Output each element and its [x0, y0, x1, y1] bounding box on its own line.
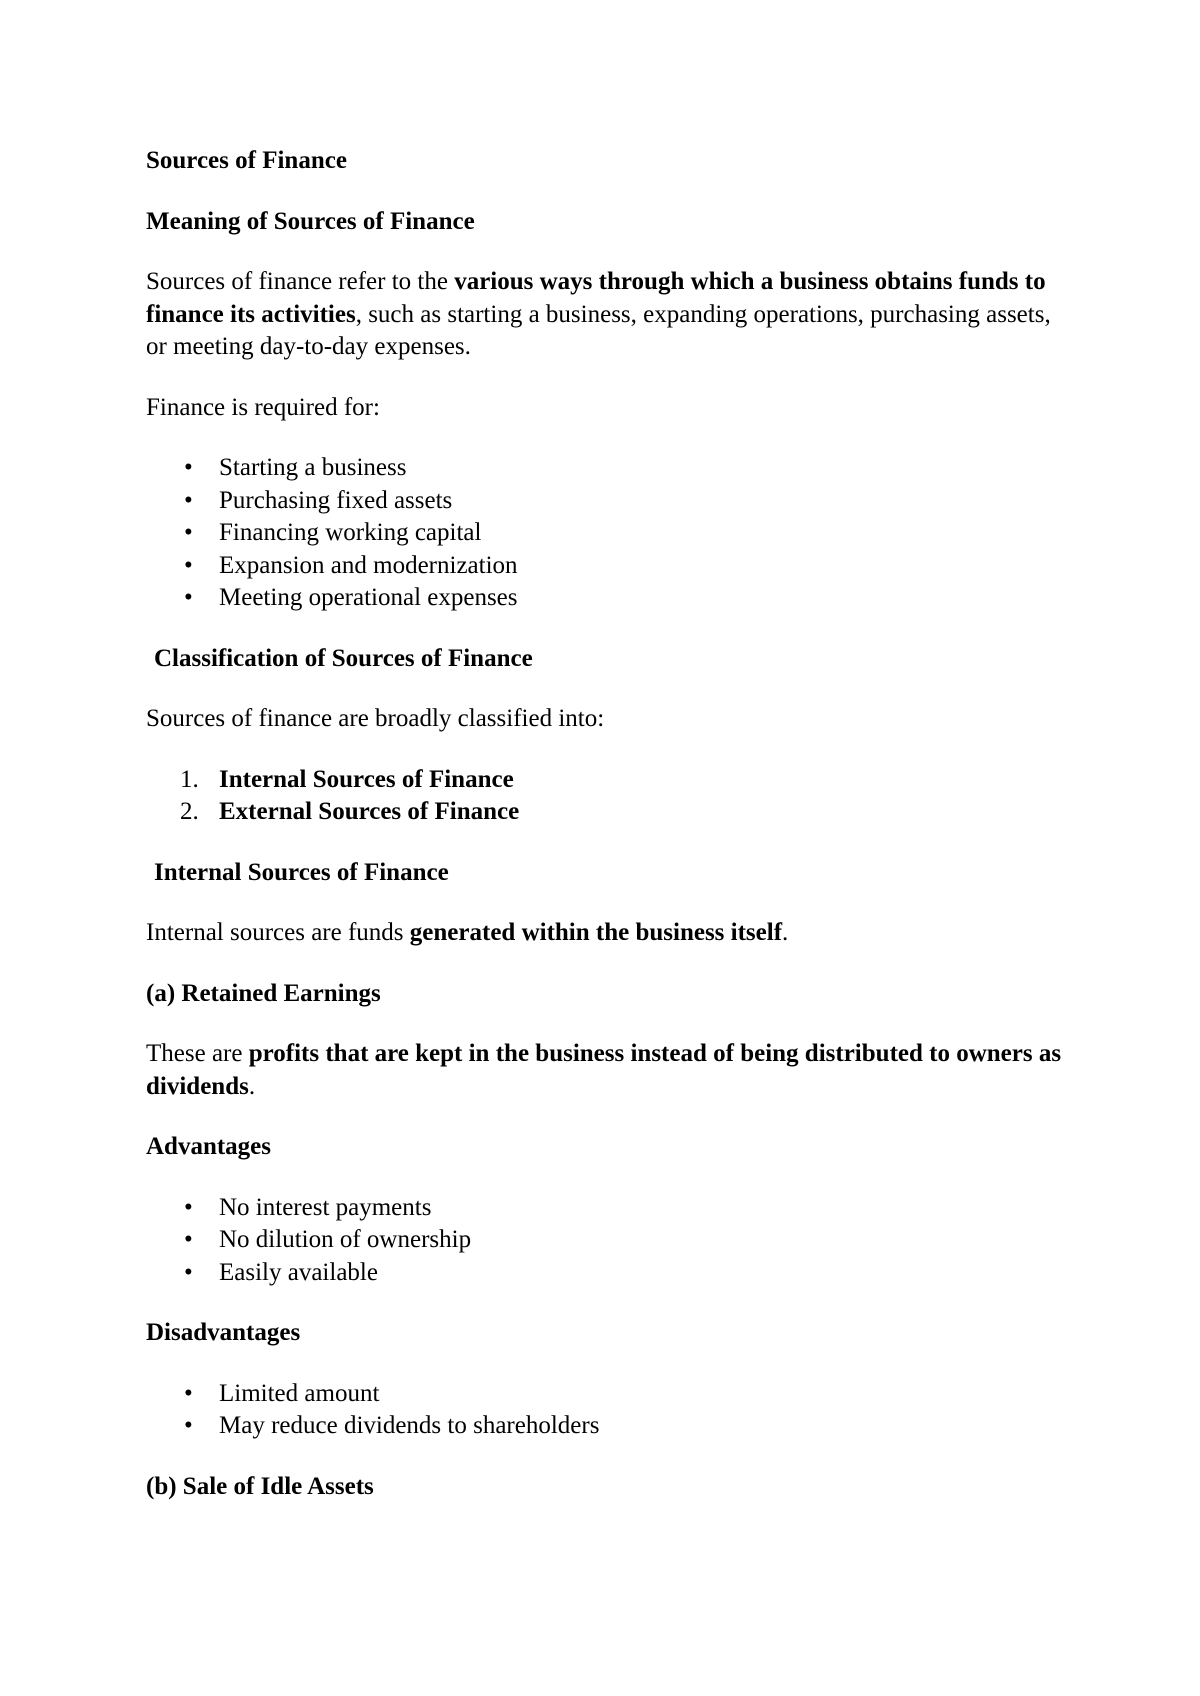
meaning-paragraph	[146, 266, 1076, 364]
classification-list	[146, 764, 1076, 829]
list-number: 1.	[180, 765, 199, 793]
list-item	[146, 452, 1076, 485]
list-item-label: Internal Sources of Finance	[219, 765, 514, 793]
retained-paragraph	[146, 1038, 1076, 1103]
bullet-icon: •	[184, 519, 193, 546]
list-item	[146, 485, 1076, 518]
list-item	[146, 1378, 1076, 1411]
document-title: Sources of Finance	[146, 147, 347, 174]
bullet-icon: •	[184, 454, 193, 481]
list-number: 2.	[180, 798, 199, 825]
bullet-icon: •	[184, 1379, 193, 1407]
internal-bold-1: generated within the business itself	[409, 919, 783, 946]
retained-text-1: These are	[146, 1040, 249, 1067]
retained-text-2: .	[248, 1072, 256, 1100]
retained-bold-1: profits that are kept in the business instead of being distributed to owners as dividends	[146, 1040, 1062, 1100]
document-body	[146, 145, 1076, 1531]
list-item-label: Easily available	[219, 1258, 378, 1286]
bullet-icon: •	[184, 1226, 193, 1253]
internal-text-2: .	[782, 919, 789, 946]
list-item	[146, 1192, 1076, 1225]
classification-heading: Classification of Sources of Finance	[154, 644, 533, 672]
bullet-icon: •	[184, 1193, 193, 1221]
list-item-label: Starting a business	[219, 454, 407, 481]
list-item-label: Meeting operational expenses	[219, 584, 518, 611]
idle-assets-heading: (b) Sale of Idle Assets	[146, 1472, 374, 1500]
list-item-label: Expansion and modernization	[219, 551, 518, 579]
list-item-label: No dilution of ownership	[219, 1226, 472, 1253]
list-item-label: Financing working capital	[219, 519, 482, 546]
bullet-icon: •	[184, 551, 193, 579]
advantages-heading: Advantages	[146, 1133, 272, 1160]
list-item-label: Purchasing fixed assets	[219, 486, 453, 514]
list-item-label: External Sources of Finance	[219, 798, 520, 825]
meaning-text-1: Sources of finance refer to the	[146, 268, 455, 295]
meaning-bold-1: various ways through which a business obtains funds to finance its activities	[146, 268, 1046, 328]
list-item-label: May reduce dividends to shareholders	[219, 1412, 600, 1439]
meaning-text-2: , such as starting a business, expanding operations, purchasing assets, or meeting day-to-day expenses.	[146, 300, 1051, 360]
internal-heading: Internal Sources of Finance	[154, 858, 449, 886]
disadvantages-heading: Disadvantages	[146, 1319, 301, 1346]
required-list	[146, 452, 1076, 615]
list-item	[146, 796, 1076, 829]
list-item	[146, 1410, 1076, 1443]
list-item	[146, 550, 1076, 583]
list-item-label: No interest payments	[219, 1193, 432, 1221]
bullet-icon: •	[184, 1258, 193, 1286]
bullet-icon: •	[184, 584, 193, 611]
disadvantages-list	[146, 1378, 1076, 1443]
list-item	[146, 764, 1076, 797]
internal-text-1: Internal sources are funds	[146, 919, 410, 946]
bullet-icon: •	[184, 486, 193, 514]
list-item	[146, 582, 1076, 615]
list-item	[146, 1224, 1076, 1257]
advantages-list	[146, 1192, 1076, 1290]
meaning-heading: Meaning of Sources of Finance	[146, 207, 475, 235]
retained-heading: (a) Retained Earnings	[146, 979, 381, 1007]
classification-intro: Sources of finance are broadly classified into:	[146, 705, 605, 732]
list-item	[146, 1257, 1076, 1290]
list-item	[146, 517, 1076, 550]
list-item-label: Limited amount	[219, 1379, 380, 1407]
required-intro: Finance is required for:	[146, 393, 380, 421]
bullet-icon: •	[184, 1412, 193, 1439]
internal-paragraph	[146, 917, 1076, 950]
